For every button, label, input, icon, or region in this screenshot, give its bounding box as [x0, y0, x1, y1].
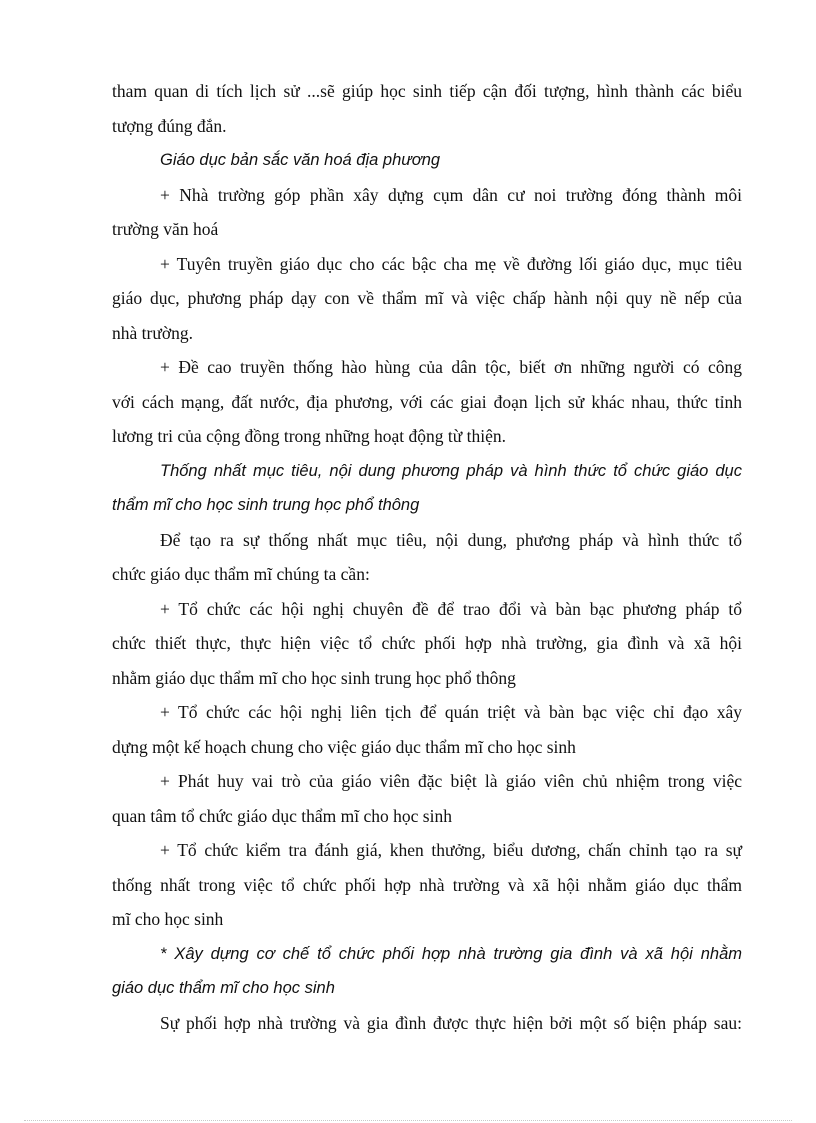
- paragraph-line: giáo dục, phương pháp dạy con về thẩm mĩ và việc chấp hành nội quy nề nếp của: [112, 288, 742, 308]
- paragraph-line: + Phát huy vai trò của giáo viên đặc biệt là giáo viên chủ nhiệm trong việc: [160, 771, 742, 791]
- paragraph-line: lương tri của cộng đồng trong những hoạt động từ thiện.: [112, 426, 506, 446]
- paragraph-line: Để tạo ra sự thống nhất mục tiêu, nội dung, phương pháp và hình thức tổ: [160, 529, 742, 550]
- paragraph-line: + Nhà trường góp phần xây dựng cụm dân cư noi trường đóng thành môi: [160, 184, 742, 205]
- italic-heading-line: Giáo dục bản sắc văn hoá địa phương: [160, 151, 441, 169]
- paragraph-line: thống nhất trong việc tổ chức phối hợp nhà trường và xã hội nhằm giáo dục thẩm: [112, 874, 742, 895]
- paragraph-line: chức giáo dục thẩm mĩ chúng ta cần:: [112, 564, 370, 584]
- paragraph-line: + Tổ chức các hội nghị liên tịch để quán triệt và bàn bạc việc chỉ đạo xây: [160, 702, 742, 722]
- paragraph-line: chức thiết thực, thực hiện việc tổ chức phối hợp nhà trường, gia đình và xã hội: [112, 633, 742, 653]
- italic-heading-line: Thống nhất mục tiêu, nội dung phương pháp và hình thức tổ chức giáo dục: [160, 461, 742, 480]
- paragraph-line: tượng đúng đắn.: [112, 115, 227, 136]
- paragraph-line: mĩ cho học sinh: [112, 909, 224, 929]
- italic-heading-line: giáo dục thẩm mĩ cho học sinh: [112, 979, 335, 997]
- paragraph-line: + Đề cao truyền thống hào hùng của dân tộc, biết ơn những người có công: [160, 357, 742, 377]
- paragraph-line: dựng một kế hoạch chung cho việc giáo dục thẩm mĩ cho học sinh: [112, 736, 576, 757]
- paragraph-line: trường văn hoá: [112, 219, 219, 239]
- paragraph-line: với cách mạng, đất nước, địa phương, với các giai đoạn lịch sử khác nhau, thức tỉnh: [112, 391, 742, 412]
- paragraph-line: Sự phối hợp nhà trường và gia đình được thực hiện bởi một số biện pháp sau:: [160, 1012, 742, 1033]
- paragraph-line: quan tâm tổ chức giáo dục thẩm mĩ cho học sinh: [112, 805, 452, 826]
- paragraph-line: tham quan di tích lịch sử ...sẽ giúp học sinh tiếp cận đối tượng, hình thành các biểu: [112, 81, 742, 101]
- paragraph-line: + Tổ chức kiểm tra đánh giá, khen thưởng, biểu dương, chấn chỉnh tạo ra sự: [160, 840, 742, 860]
- page-bottom-divider: [24, 1120, 792, 1121]
- italic-heading-line: * Xây dựng cơ chế tổ chức phối hợp nhà trường gia đình và xã hội nhằm: [160, 944, 742, 963]
- paragraph-line: nhà trường.: [112, 322, 193, 343]
- paragraph-line: + Tổ chức các hội nghị chuyên đề để trao đổi và bàn bạc phương pháp tổ: [160, 598, 742, 619]
- document-page: [112, 74, 742, 1040]
- italic-heading-line: thẩm mĩ cho học sinh trung học phổ thông: [112, 496, 420, 514]
- paragraph-line: + Tuyên truyền giáo dục cho các bậc cha mẹ về đường lối giáo dục, mục tiêu: [160, 253, 742, 274]
- paragraph-line: nhằm giáo dục thẩm mĩ cho học sinh trung học phổ thông: [112, 667, 516, 688]
